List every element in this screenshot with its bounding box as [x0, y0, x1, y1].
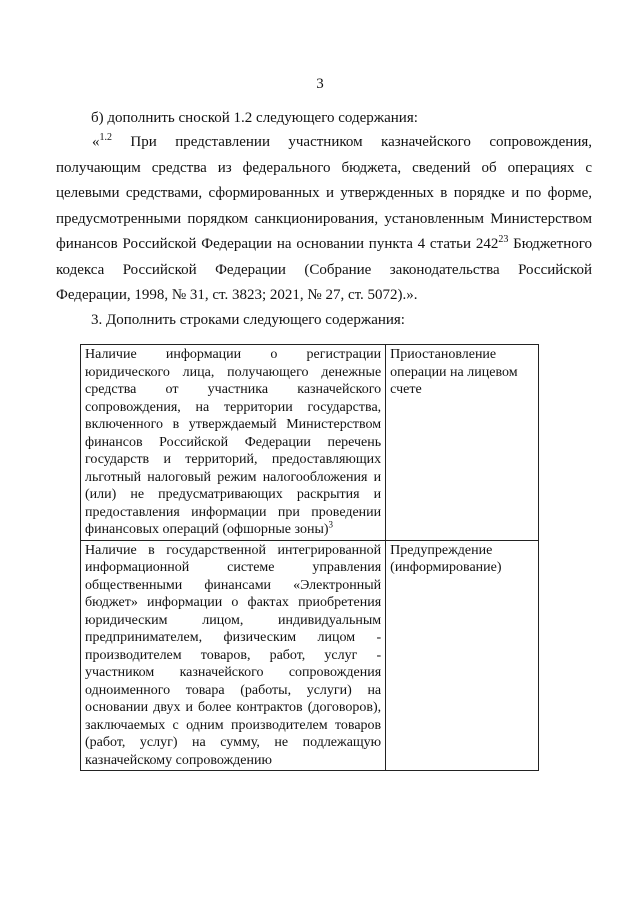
table-row: [81, 345, 539, 541]
condition-cell: [81, 345, 386, 541]
action-cell: [386, 540, 539, 771]
amendment-item-b: б) дополнить сноской 1.2 следующего содержания:: [91, 110, 418, 126]
action-text: Приостановление операции на лицевом счете: [390, 347, 518, 397]
condition-text: Наличие информации о регистрации юридического лица, получающего денежные средства от участника казначейского сопровождения, на территории государства, включенного в утверждаемый Министерством финансов Российской Федерации перечень государств и территорий, предоставляющих льготный налоговый режим налогообложения и (или) не предусматривающих раскрытия и предоставления информации при проведении финансовых операций (офшорные зоны): [85, 347, 382, 537]
footnote-text-part1: При представлении участником казначейского сопровождения, получающим средства из федерального бюджета, сведений об операциях с целевыми средствами, сформированных и утвержденных в порядке и по форме, предусмотренными порядком санкционирования, установленным Министерством финансов Российской Федерации на основании пункта 4 статьи 242: [56, 134, 592, 252]
amendment-item-3: 3. Дополнить строками следующего содержания:: [91, 312, 405, 328]
footnote-mark: 1.2: [99, 132, 112, 143]
condition-footnote-mark: 3: [328, 519, 334, 530]
action-text: Предупреждение (информирование): [390, 542, 502, 575]
condition-text: Наличие в государственной интегрированной информационной системе управления общественными финансами «Электронный бюджет» информации о фактах приобретения юридическим лицом, индивидуальным предпринимателем, физическим лицом - производителем товаров, работ, услуг - участником казначейского сопровождения одноименного товара (работы, услуги) на основании двух и более контрактов (договоров), заключаемых с одним производителем товаров (работ, услуг) на сумму, не подлежащую казначейскому сопровождению: [85, 542, 382, 768]
footnote-text-part2: Бюджетного кодекса Российской Федерации (Собрание законодательства Российской Федерации, 1998, № 31, ст. 3823; 2021, № 27, ст. 5072).».: [56, 236, 592, 303]
table-row: [81, 540, 539, 771]
action-cell: [386, 345, 539, 541]
page-number: 3: [316, 76, 324, 92]
footnote-paragraph: [56, 130, 592, 309]
condition-cell: [81, 540, 386, 771]
added-rows-table: [80, 344, 539, 771]
footnote-open-quote: «: [92, 134, 100, 150]
article-superscript: 23: [498, 234, 509, 245]
